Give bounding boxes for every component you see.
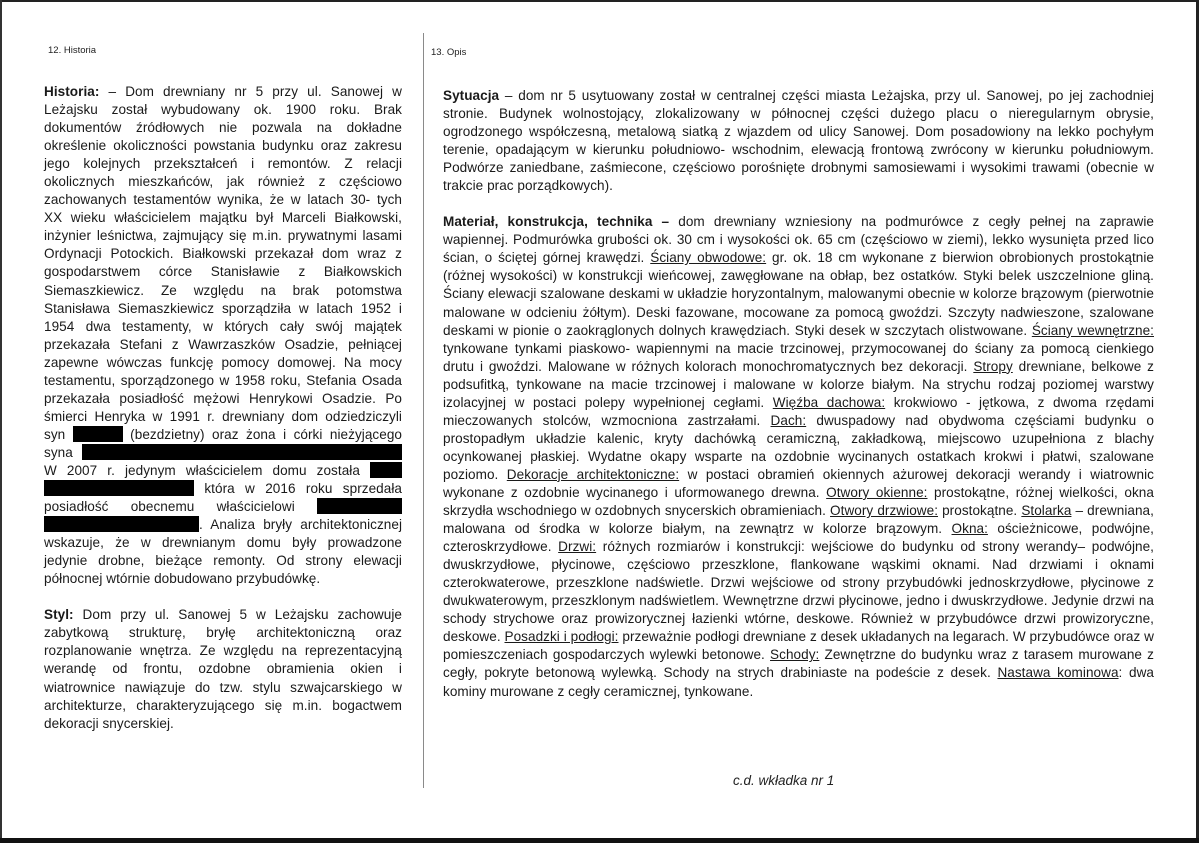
scan-border-bottom <box>0 838 1199 843</box>
nastawa-label: Nastawa kominowa <box>997 665 1119 681</box>
historia-label: Historia: <box>44 84 100 99</box>
historia-paragraph <box>44 83 402 588</box>
redaction-box <box>44 480 194 496</box>
section-header-historia: 12. Historia <box>48 45 97 56</box>
otwory-drzwiowe-label: Otwory drzwiowe: <box>830 503 939 519</box>
sytuacja-label: Sytuacja <box>443 88 500 103</box>
otwory-okienne-label: Otwory okienne: <box>826 484 928 500</box>
stropy-label: Stropy <box>973 358 1013 374</box>
historia-text-5: . Analiza bryły architektonicznej wskazuje, że w drewnianym domu były prowadzone jedynie drobne, bieżące remonty. Od strony elewacji północnej wtórnie dobudowano przybudówkę. <box>44 517 402 587</box>
posadzki-text: przeważnie podłogi drewniane z desek układanych na legarach. W przybudówce oraz w pomieszczeniach gospodarczych wylewki betonowe. <box>443 629 1154 663</box>
section-header-opis: 13. Opis <box>431 47 467 58</box>
okna-label: Okna: <box>951 521 988 537</box>
redaction-box <box>370 462 402 478</box>
stropy-text: drewniane, belkowe z podsufitką, tynkowane na macie trzcinowej i malowane w kolorze białym. Na strychu rodzaj poziomej warstwy izolacyjnej w postaci polepy wypełnionej cegłami. <box>443 358 1154 410</box>
material-label: Materiał, konstrukcja, technika – <box>443 214 670 230</box>
stolarka-text: – drewniana, malowana od środka w kolorze białym, na zewnątrz w kolorze brązowym. <box>443 503 1154 537</box>
styl-text: Dom przy ul. Sanowej 5 w Leżajsku zachowuje zabytkową strukturę, bryłę architektoniczną oraz rozplanowanie wnętrza. Ze względu na reprezentacyjną werandę od frontu, ozdobne obramienia okien i wiatrownice nawiązuje do tzw. stylu szwajcarskiego w architekturze, charakteryzującego się m.in. bogactwem dekoracji snycerskiej. <box>44 607 402 731</box>
nastawa-text: : dwa kominy murowane z cegły ceramicznej, tynkowane. <box>443 665 1154 699</box>
dekoracje-text: w postaci obramień okiennych ażurowej dekoracji werandy i wiatrownic wykonane z ozdobnie wycinanego i uformowanego drewna. <box>443 466 1154 500</box>
scan-border-top <box>0 0 1199 2</box>
sciany-obwodowe-text: gr. ok. 18 cm wykonane z bierwion obrobionych prostokątnie (różnej wysokości) w konstrukcji wieńcowej, zawęgłowane na obłap, bez ostatków. Styki belek uszczelnione gliną. Ściany elewacji szalowane deskami w układzie horyzontalnym, malowanymi obecnie w kolorze brązowym (pierwotnie malowane w odcieniu żółtym). Deski fazowane, mocowane za pomocą gwoździ. Szczyty nadwieszone, szalowane deskami w pionie o zaokrąglonych dolnych krawędziach. Styki desek w szczytach olistwowane. <box>443 250 1154 338</box>
historia-text-4: która w 2016 roku sprzedała posiadłość obecnemu właścicielowi <box>44 481 402 515</box>
dach-label: Dach: <box>770 412 807 428</box>
styl-paragraph <box>44 606 402 732</box>
left-column <box>44 83 402 733</box>
sciany-wewnetrzne-text: tynkowane tynkami piaskowo- wapiennymi na macie trzcinowej, przymocowanej do ściany za pomocą cienkiego drutu i gwoździ. Malowane w różnych kolorach monochromatycznych bez dekoracji. <box>443 340 1154 374</box>
redaction-box <box>82 444 402 460</box>
historia-text-2: (bezdzietny) oraz żona i córki nieżyjącego syna <box>44 426 402 460</box>
historia-text-3: W 2007 r. jedynym właścicielem domu została <box>44 462 360 478</box>
okna-text: ościeżnicowe, podwójne, czteroskrzydłowe. <box>443 521 1154 555</box>
drzwi-label: Drzwi: <box>558 539 597 555</box>
scan-border-left <box>0 0 2 843</box>
sytuacja-text: – dom nr 5 usytuowany został w centralnej części miasta Leżajska, przy ul. Sanowej, po jej zachodniej stronie. Budynek wolnostojący, zlokalizowany w północnej części dużego placu o nieregularnym obrysie, ogrodzonego współczesną, metalową siatką z wjazdem od ulicy Sanowej. Dom posadowiony na lekko pochyłym terenie, opadającym w kierunku południowo- wschodnim, elewacją frontową zwrócony w kierunku południowym. Podwórze zaniedbane, zaśmiecone, częściowo porośnięte drobnymi samosiewami i wysokimi trawami (obecnie w trakcie prac porządkowych). <box>443 88 1154 194</box>
schody-text: Zewnętrzne do budynku wraz z tarasem murowane z cegły, pokryte betonową wylewką. Schody na strych drabiniaste na podeście z desek. <box>443 647 1154 681</box>
styl-label: Styl: <box>44 607 74 623</box>
otwory-drzwiowe-text: prostokątne. <box>942 503 1018 519</box>
material-paragraph <box>443 213 1154 700</box>
posadzki-label: Posadzki i podłogi: <box>504 629 619 645</box>
drzwi-text: różnych rozmiarów i konstrukcji: wejściowe do budynku od strony werandy– podwójne, dwuskrzydłowe, płycinowe, częściowo przeszklone, flankowane wąskimi oknami. Nad drzwiami i oknami czterokwaterowe, przeszklone nadświetle. Drzwi wejściowe od strony przybudówki jednoskrzydłowe, płycinowe z dwukwaterowym, przeszklonym nadświetlem. Wewnętrzne drzwi płycinowe, jedno i dwuskrzydłowe. Jedynie drzwi na schody strychowe oraz prowizorycznej łazienki wtórne, deskowe. Również w przybudówce drzwi prowizoryczne, deskowe. <box>443 539 1154 645</box>
wiezba-text: krokwiowo - jętkowa, z dwoma rzędami mieczowanych stolców, wzmocniona zastrzałami. <box>443 394 1154 428</box>
sytuacja-paragraph <box>443 87 1154 195</box>
schody-label: Schody: <box>770 647 820 663</box>
historia-text-1: – Dom drewniany nr 5 przy ul. Sanowej w Leżajsku został wybudowany ok. 1900 roku. Brak dokumentów źródłowych nie pozwala na dokładne określenie okoliczności powstania budynku oraz zakresu jego kolejnych przekształceń i remontów. Z relacji okolicznych mieszkańców, jak również z częściowo zachowanych testamentów wynika, że w latach 30- tych XX wieku właścicielem majątku był Marceli Białkowski, inżynier leśnictwa, zajmujący się m.in. prywatnymi lasami Ordynacji Potockich. Białkowski przekazał dom wraz z gospodarstwem córce Stanisławie z Białkowskich Siemaszkiewicz. Ze względu na brak potomstwa Stanisława Siemaszkiewicz sporządziła w latach 1952 i 1954 dwa testamenty, w których cały swój majątek przekazała Stefani z Wawrzaszków Osadzie, pełniącej zapewne wówczas funkcję pomocy domowej. Na mocy testamentu, sporządzonego w 1958 roku, Stefania Osada przekazała posiadłość mężowi Henrykowi Osadzie. Po śmierci Henryka w 1991 r. drewniany dom odziedziczyli syn <box>44 84 402 442</box>
otwory-okienne-text: prostokątne, różnej wielkości, okna skrzydła wschodniego w ozdobnych snycerskich obramieniach. <box>443 484 1154 519</box>
column-divider <box>423 33 424 788</box>
wiezba-label: Więźba dachowa: <box>772 394 886 410</box>
continuation-note: c.d. wkładka nr 1 <box>733 773 835 788</box>
material-intro: dom drewniany wzniesiony na podmurówce z cegły pełnej na zaprawie wapiennej. Podmurówka grubości ok. 30 cm i wysokości ok. 65 cm (częściowo w ziemi), lekko wysunięta przed lico ścian, o ściętej górnej krawędzi. <box>443 214 1154 266</box>
redaction-box <box>317 498 402 514</box>
sciany-wewnetrzne-label: Ściany wewnętrzne: <box>1031 322 1154 338</box>
redaction-box <box>44 516 199 532</box>
sciany-obwodowe-label: Ściany obwodowe: <box>650 250 767 266</box>
stolarka-label: Stolarka <box>1021 503 1072 519</box>
dekoracje-label: Dekoracje architektoniczne: <box>506 466 680 482</box>
redaction-box <box>73 426 123 442</box>
dach-text: dwuspadowy nad obydwoma częściami budynku o prostopadłym układzie kalenic, kryty dachówką ceramiczną, zakładkową, miejscowo uzupełniona z blachy ocynkowanej płaskiej. Wydatne okapy wsparte na ozdobnie wycinanych ostatkach krokwi i płatwi, szalowane poziomo. <box>443 412 1154 482</box>
right-column <box>443 87 1154 701</box>
